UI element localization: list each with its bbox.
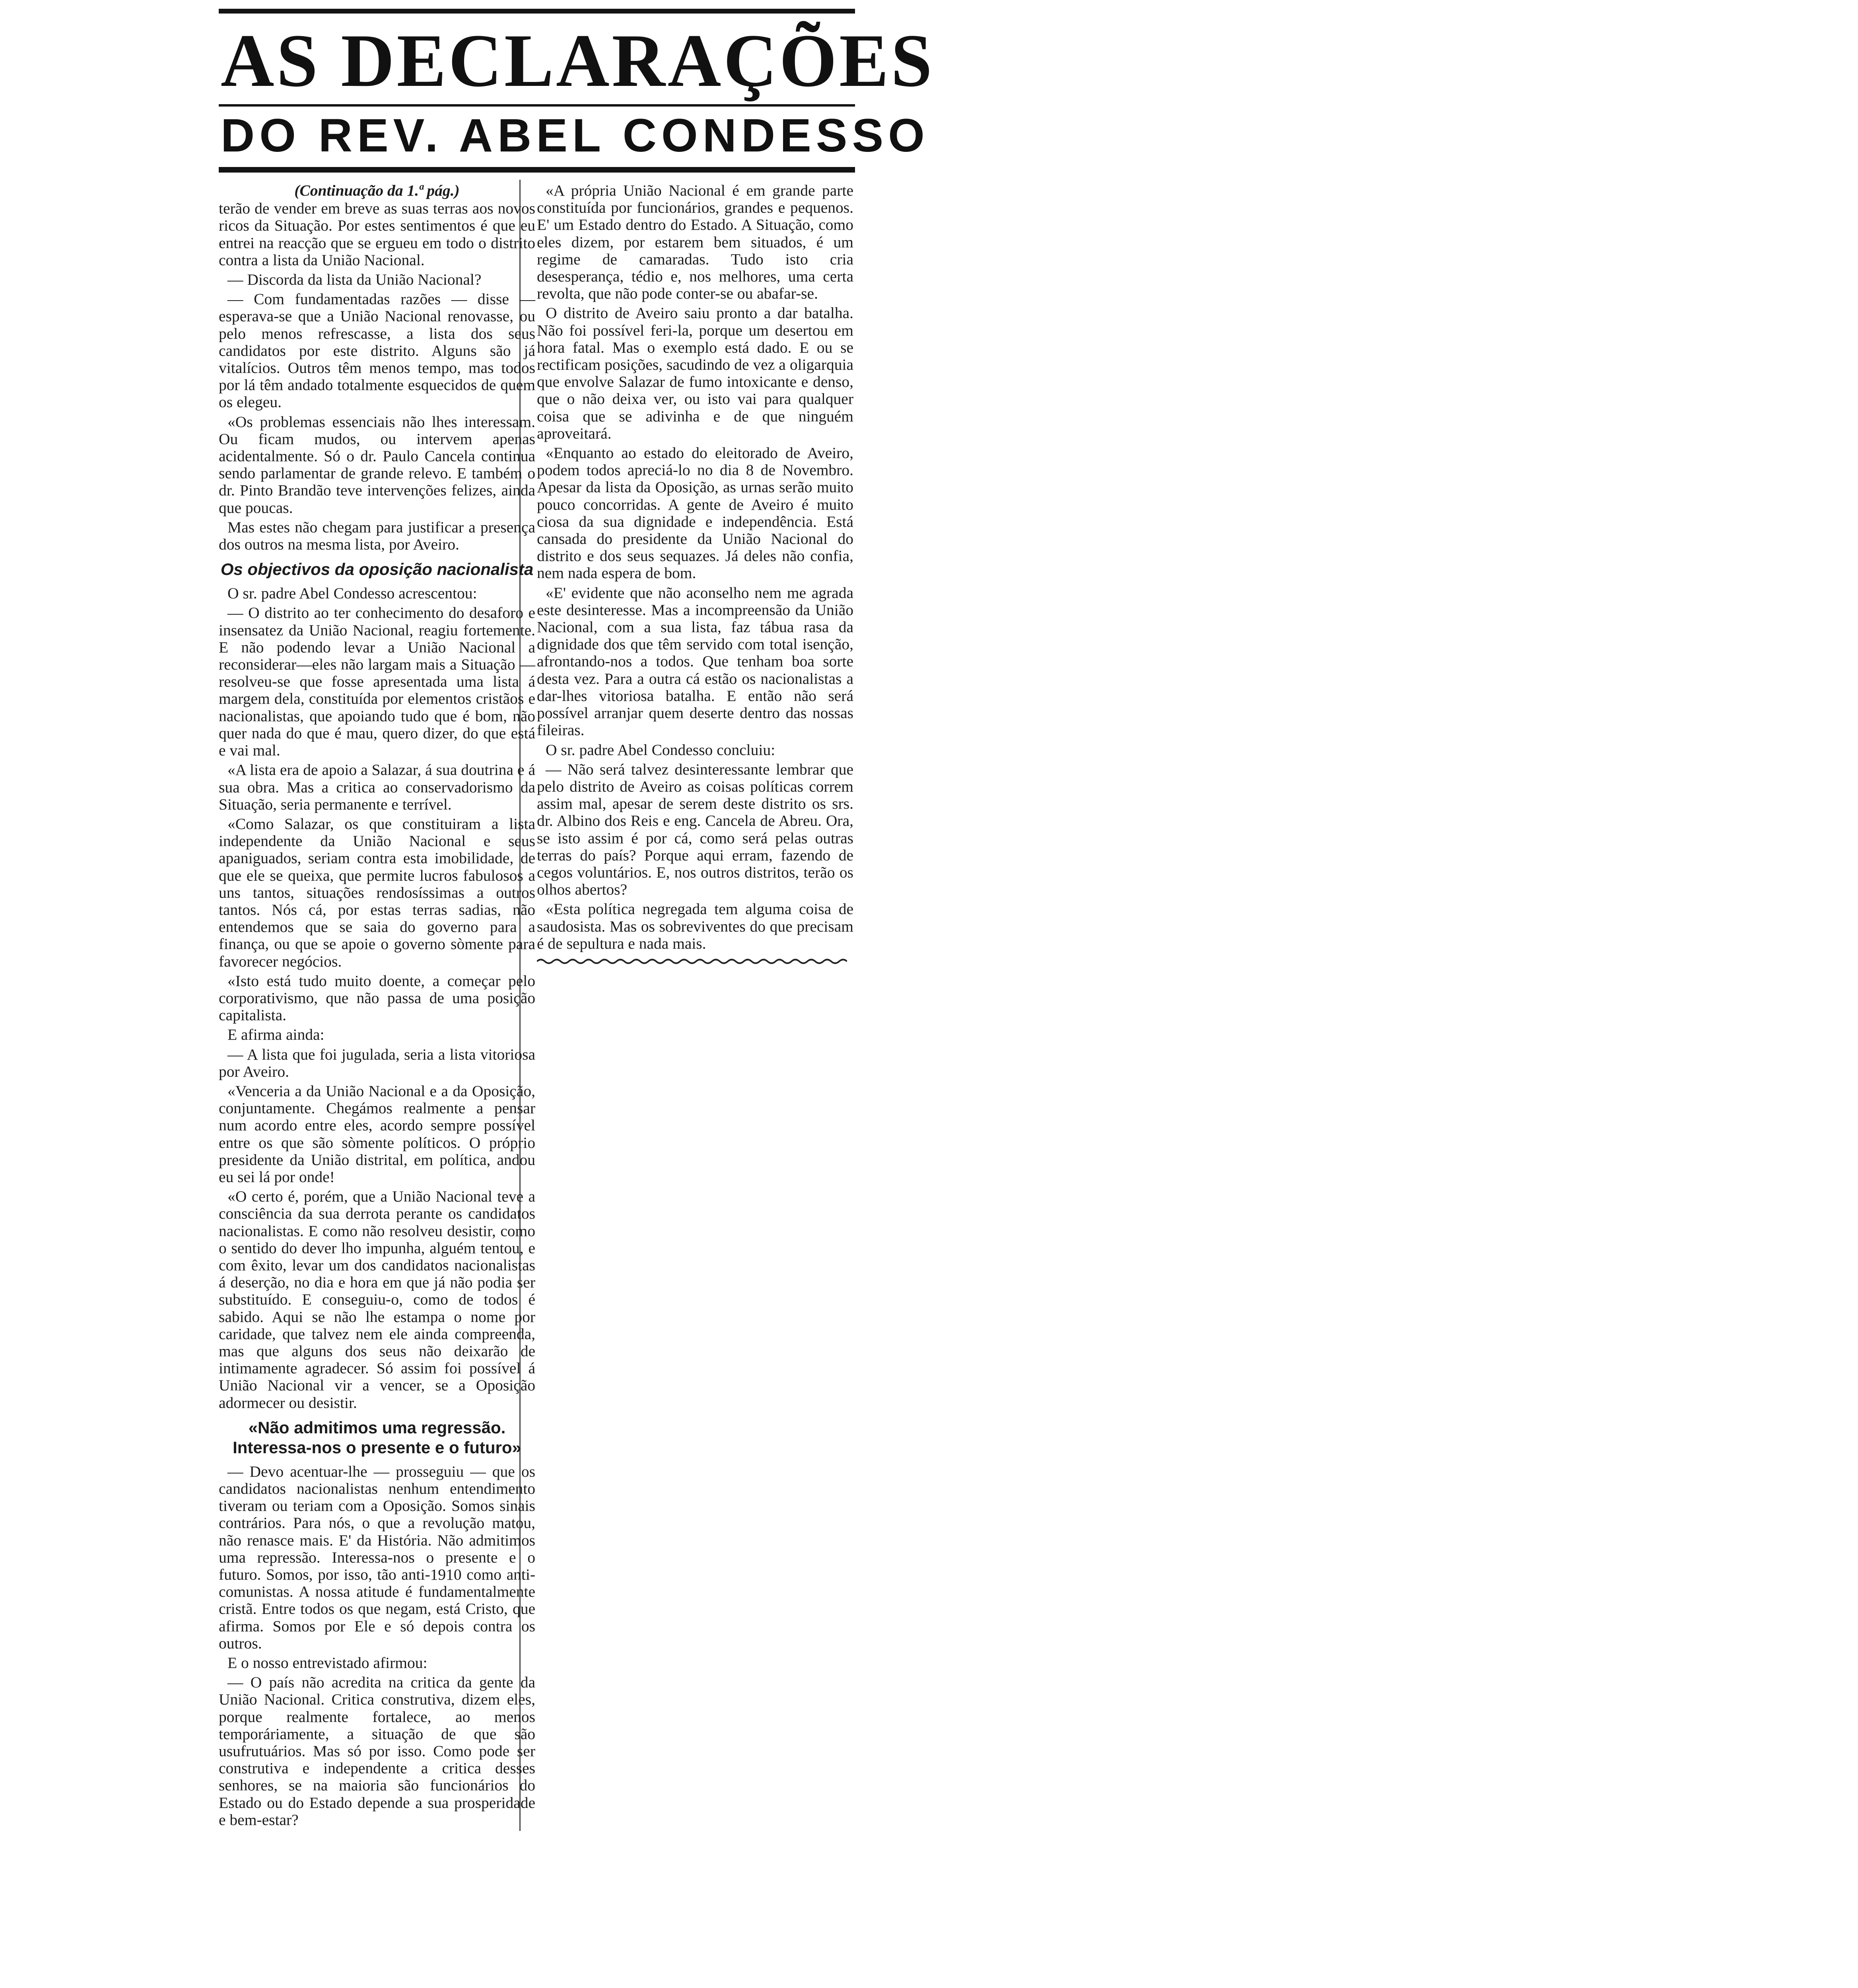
paragraph: — A lista que foi jugulada, seria a lista vitoriosa por Aveiro. xyxy=(219,1045,535,1080)
section-heading-regression: «Não admitimos uma regressão. Interessa-nos o presente e o futuro» xyxy=(233,1418,521,1457)
paragraph: «E' evidente que não aconselho nem me agrada este desinteresse. Mas a incompreensão da União Nacional, com a sua lista, faz tábua rasa da dignidade dos que têm servido com total isenção, afrontando-nos a todos. Que tenham boa sorte desta vez. Para a outra cá estão os nacionalistas a dar-lhes vitoriosa batalha. E então não será possível arranjar quem deserte dentro das nossas fileiras. xyxy=(537,584,853,739)
paragraph: «A própria União Nacional é em grande parte constituída por funcionários, grandes e pequenos. E' um Estado dentro do Estado. A Situação, como eles dizem, por estarem bem situados, é um regime de camaradas. Tudo isto cria desesperança, tédio e, nos melhores, uma certa revolta, que não pode conter-se ou abafar-se. xyxy=(537,182,853,303)
paragraph: «Isto está tudo muito doente, a começar pelo corporativismo, que não passa de uma posição capitalista. xyxy=(219,972,535,1024)
paragraph: «Como Salazar, os que constituiram a lista independente da União Nacional e seus apaniguados, seriam contra esta imobilidade, de que ele se queixa, que permite lucros fabulosos a uns tantos, situações rendosíssimas a outros tantos. Nós cá, por estas terras sadias, não entendemos que se saia do governo para a finança, ou que se apoie o governo sòmente para favorecer negócios. xyxy=(219,815,535,970)
article-column-right xyxy=(537,182,853,955)
paragraph: O sr. padre Abel Condesso concluiu: xyxy=(546,741,775,759)
paragraph: — Não será talvez desinteressante lembrar que pelo distrito de Aveiro as coisas políticas correm assim mal, apesar de serem deste distrito os srs. dr. Albino dos Reis e eng. Cancela de Abreu. Ora, se isto assim é por cá, como será pelas outras terras do país? Porque aqui erram, fazendo de cegos voluntários. E, nos outros distritos, terão os olhos abertos? xyxy=(537,760,853,899)
top-rule xyxy=(219,9,855,14)
paragraph: «Esta política negregada tem alguma coisa de saudosista. Mas os sobreviventes do que precisam é de sepultura e nada mais. xyxy=(537,900,853,952)
paragraph: — Discorda da lista da União Nacional? xyxy=(227,271,482,289)
paragraph: Mas estes não chegam para justificar a presença dos outros na mesma lista, por Aveiro. xyxy=(219,518,535,553)
headline: AS DECLARAÇÕES xyxy=(221,19,935,103)
paragraph: — Devo acentuar-lhe — prosseguiu — que os candidatos nacionalistas nenhum entendimento tiveram ou teriam com a Oposição. Somos sinais contrários. Para nós, o que a revolução matou, não renasce mais. E' da História. Não admitimos uma repressão. Interessa-nos o presente e o futuro. Somos, por isso, tão anti-1910 como anti-comunistas. A nossa atitude é fundamentalmente cristã. Entre todos os que negam, está Cristo, que afirma. Somos por Ele e só depois contra os outros. xyxy=(219,1462,535,1652)
paragraph: «Venceria a da União Nacional e a da Oposição, conjuntamente. Chegámos realmente a pensar num acordo entre eles, acordo sempre possível entre os que são sòmente políticos. O próprio presidente da União distrital, em política, andou eu sei lá por onde! xyxy=(219,1082,535,1186)
paragraph: terão de vender em breve as suas terras aos novos ricos da Situação. Por estes sentimentos é que eu entrei na reacção que se ergueu em todo o distrito contra a lista da União Nacional. xyxy=(219,200,535,269)
section-heading-objectives: Os objectivos da oposição nacionalista xyxy=(220,560,534,579)
paragraph: O distrito de Aveiro saiu pronto a dar batalha. Não foi possível feri-la, porque um desertou em hora fatal. Mas o exemplo está dado. E ou se rectificam posições, sacudindo de vez a oligarquia que envolve Salazar de fumo intoxicante e denso, que o não deixa ver, ou isto vai para qualquer coisa que se adivinha e de que ninguém aproveitará. xyxy=(537,304,853,442)
paragraph: O sr. padre Abel Condesso acrescentou: xyxy=(227,584,477,602)
article-column-left xyxy=(219,182,535,1831)
paragraph: «O certo é, porém, que a União Nacional teve a consciência da sua derrota perante os candidatos nacionalistas. E como não resolveu desistir, como o sentido do dever lho impunha, alguém tentou, e com êxito, levar um dos candidatos nacionalistas á deserção, no dia e hora em que já não podia ser substituído. E conseguiu-o, como de todos é sabido. Aqui se não lhe estampa o nome por caridade, que talvez nem ele ainda compreenda, mas que alguns dos seus não deixarão de intimamente agradecer. Só assim foi possível á União Nacional vir a vencer, se a Oposição adormecer ou desistir. xyxy=(219,1188,535,1411)
paragraph: E afirma ainda: xyxy=(227,1026,325,1044)
paragraph: E o nosso entrevistado afirmou: xyxy=(227,1654,428,1672)
subheadline-bottom-rule xyxy=(219,167,855,173)
paragraph: — Com fundamentadas razões — disse — esperava-se que a União Nacional renovasse, ou pelo menos refrescasse, a lista dos seus candidatos por este distrito. Alguns são já vitalícios. Outros têm menos tempo, mas todos por lá têm andado totalmente esquecidos de quem os elegeu. xyxy=(219,290,535,411)
paragraph: — O país não acredita na critica da gente da União Nacional. Critica construtiva, dizem eles, porque realmente fortalece, ao menos temporáriamente, a situação de que são usufrutuários. Mas só por isso. Como pode ser construtiva e independente a critica desses senhores, se na maioria são funcionários do Estado ou do Estado depende a sua prosperidade e bem-estar? xyxy=(219,1673,535,1829)
paragraph: — O distrito ao ter conhecimento do desaforo e insensatez da União Nacional, reagiu fortemente. E não podendo levar a União Nacional a reconsiderar—eles não largam mais a Situação — resolveu-se que fosse apresentada uma lista á margem dela, constituída por elementos cristãos e nacionalistas, que apoiando tudo que é bom, não quer nada do que é mau, quero dizer, do que está e vai mal. xyxy=(219,604,535,759)
paragraph: «A lista era de apoio a Salazar, á sua doutrina e á sua obra. Mas a critica ao conservadorismo da Situação, seria permanente e terrível. xyxy=(219,761,535,813)
end-of-article-wavy-rule xyxy=(537,957,847,966)
subheadline: DO REV. ABEL CONDESSO xyxy=(221,109,929,162)
subheadline-top-rule xyxy=(219,104,855,107)
paragraph: «Enquanto ao estado do eleitorado de Aveiro, podem todos apreciá-lo no dia 8 de Novembro. Apesar da lista da Oposição, as urnas serão muito pouco concorridas. A gente de Aveiro é muito ciosa da sua dignidade e independência. Está cansada do presidente da União Nacional do distrito e dos seus sequazes. Já deles não confia, nem nada espera de bom. xyxy=(537,444,853,582)
continuation-note: (Continuação da 1.ª pág.) xyxy=(294,182,460,199)
paragraph: «Os problemas essenciais não lhes interessam. Ou ficam mudos, ou intervem apenas acidentalmente. Só o dr. Paulo Cancela continua sendo parlamentar de grande relevo. E também o dr. Pinto Brandão teve intervenções felizes, ainda que poucas. xyxy=(219,413,535,516)
